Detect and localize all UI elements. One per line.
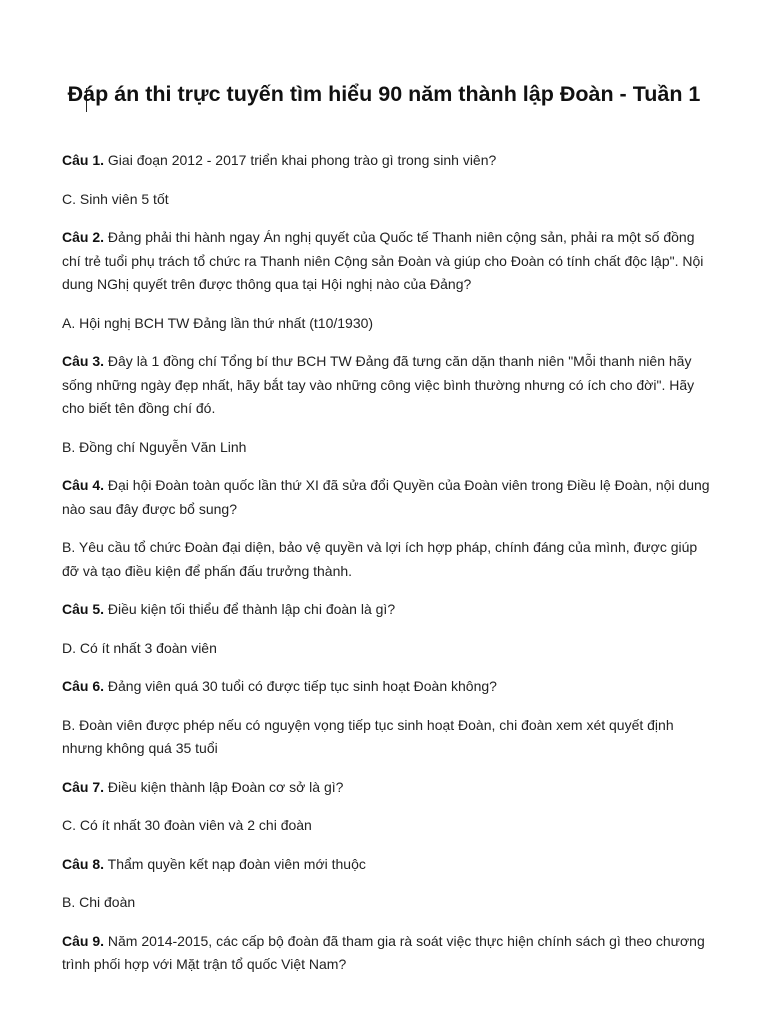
question-8 [62,853,712,877]
question-text: Điều kiện tối thiểu để thành lập chi đoàn là gì? [104,601,396,617]
document-title: Đáp án thi trực tuyến tìm hiểu 90 năm thành lập Đoàn - Tuần 1 [67,82,701,106]
answer-2: A. Hội nghị BCH TW Đảng lần thứ nhất (t10/1930) [62,314,374,331]
question-text: Giai đoạn 2012 - 2017 triển khai phong trào gì trong sinh viên? [104,152,497,168]
question-number: Câu 5. [62,601,105,617]
question-4 [62,474,712,521]
question-5 [62,598,712,622]
answer-4: B. Yêu cầu tổ chức Đoàn đại diện, bảo vệ quyền và lợi ích hợp pháp, chính đáng của mình, được giúp đỡ và tạo điều kiện để phấn đấu trưởng thành. [62,539,698,579]
answer-3: B. Đồng chí Nguyễn Văn Linh [62,438,247,455]
answer-8: B. Chi đoàn [62,894,136,910]
question-text: Năm 2014-2015, các cấp bộ đoàn đã tham gia rà soát việc thực hiện chính sách gì theo chương trình phối hợp với Mặt trận tổ quốc Việt Nam? [62,932,705,972]
question-7 [62,776,712,800]
question-number: Câu 7. [62,778,105,795]
question-9 [62,930,712,977]
question-number: Câu 2. [62,229,105,245]
question-text: Đại hội Đoàn toàn quốc lần thứ XI đã sửa đổi Quyền của Đoàn viên trong Điều lệ Đoàn, nội dung nào sau đây được bổ sung? [62,477,710,517]
question-text: Đảng phải thi hành ngay Án nghị quyết của Quốc tế Thanh niên cộng sản, phải ra một số đồng chí trẻ tuổi phụ trách tổ chức ra Thanh niên Cộng sản Đoàn và giúp cho Đoàn có tính chất độc lập". Nội dung NGhị quyết trên được thông qua tại Hội nghị nào của Đảng? [62,229,704,292]
question-1 [62,149,712,173]
question-number: Câu 1. [62,152,105,168]
answer-6: B. Đoàn viên được phép nếu có nguyện vọng tiếp tục sinh hoạt Đoàn, chi đoàn xem xét quyết định nhưng không quá 35 tuổi [62,716,674,756]
question-2 [62,226,712,297]
question-text: Đảng viên quá 30 tuổi có được tiếp tục sinh hoạt Đoàn không? [104,678,497,694]
question-6 [62,675,712,699]
question-number: Câu 8. [62,855,105,872]
answer-5: D. Có ít nhất 3 đoàn viên [62,639,217,656]
answer-1: C. Sinh viên 5 tốt [62,190,169,207]
question-number: Câu 6. [62,678,105,694]
question-number: Câu 4. [62,477,105,493]
question-text: Điều kiện thành lập Đoàn cơ sở là gì? [104,778,344,795]
question-number: Câu 9. [62,932,105,949]
question-text: Đây là 1 đồng chí Tổng bí thư BCH TW Đảng đã tưng căn dặn thanh niên "Mỗi thanh niên hãy sống những ngày đẹp nhất, hãy bắt tay vào những công việc bình thường nhưng có ích cho đời". Hãy cho biết tên đồng chí đó. [62,353,695,416]
document-body [62,149,712,992]
question-text: Thẩm quyền kết nạp đoàn viên mới thuộc [104,855,366,872]
answer-7: C. Có ít nhất 30 đoàn viên và 2 chi đoàn [62,817,312,833]
question-3 [62,350,712,421]
question-number: Câu 3. [62,353,105,369]
